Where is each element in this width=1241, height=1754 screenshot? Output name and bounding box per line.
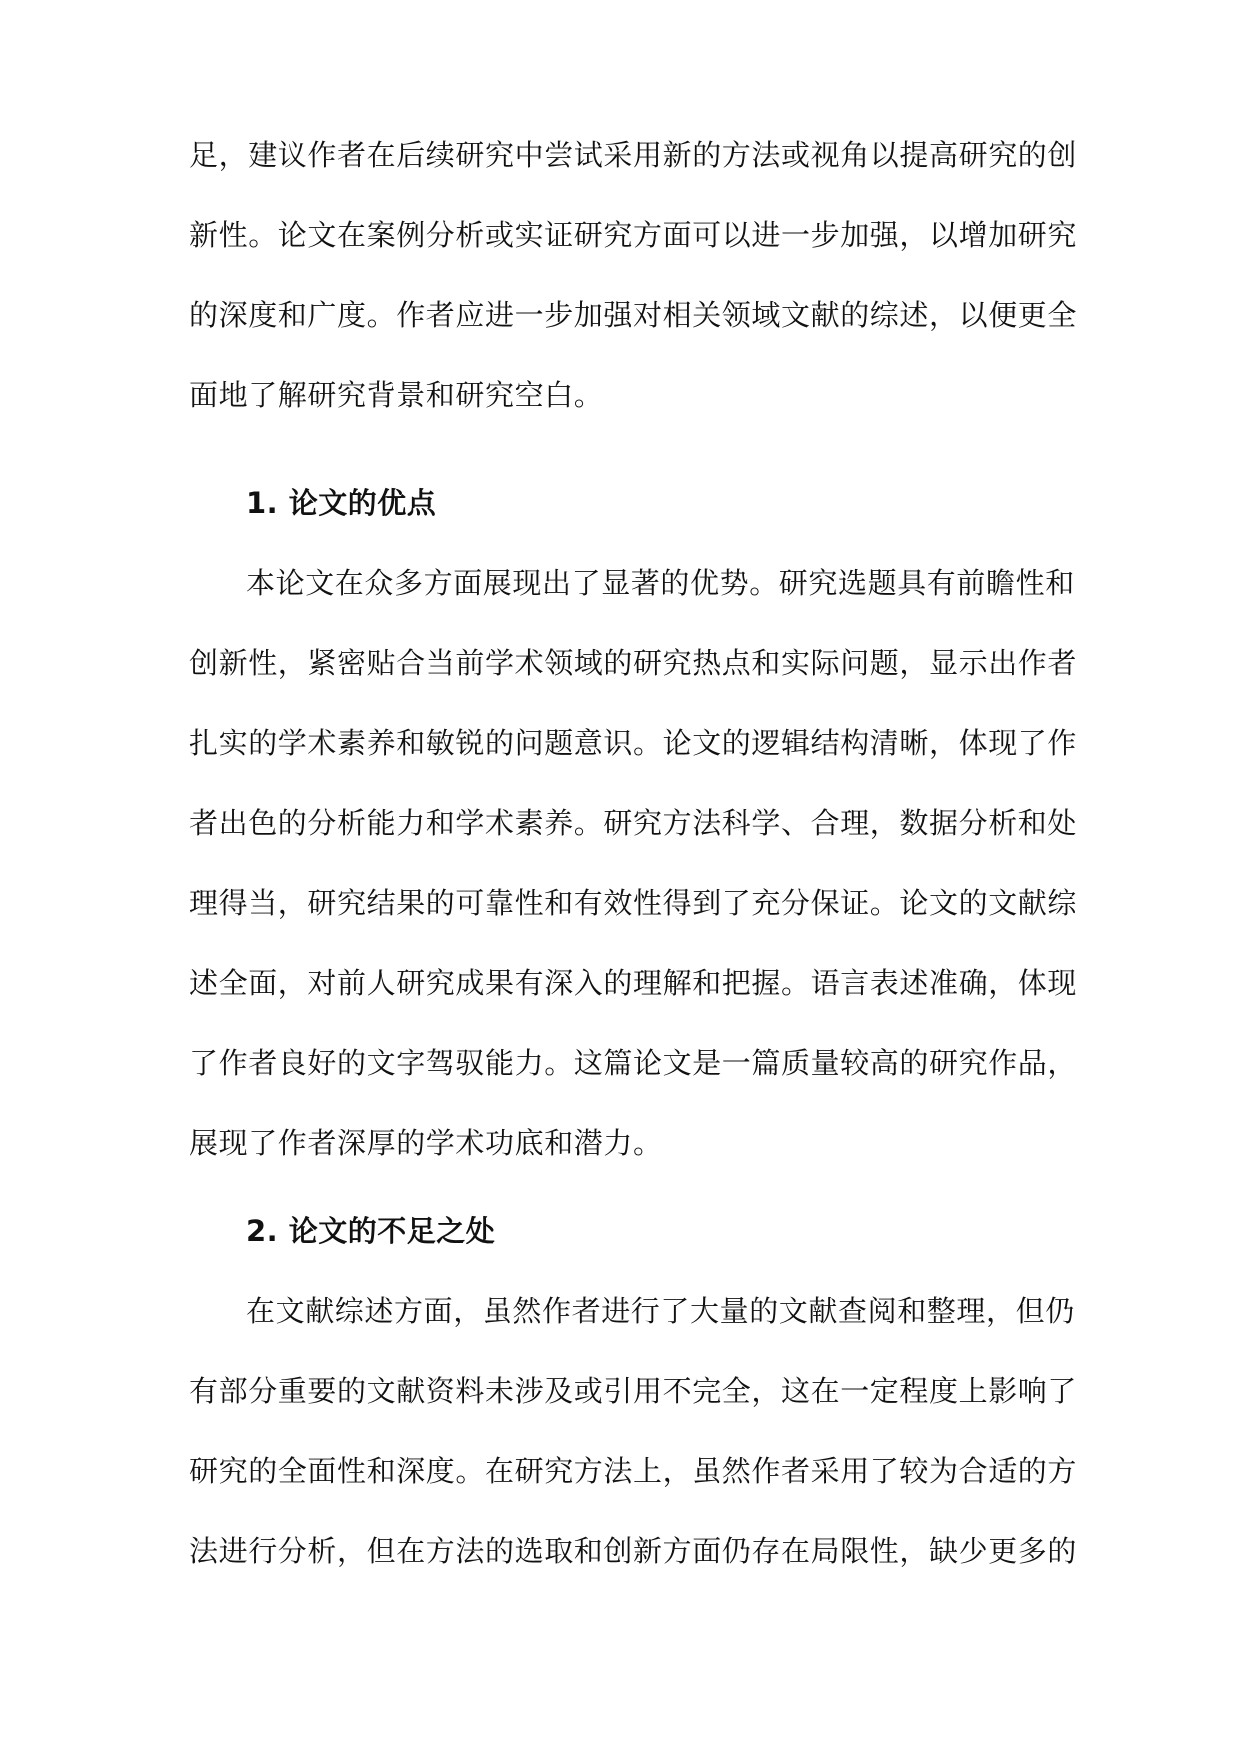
paragraph-line: 有部分重要的文献资料未涉及或引用不完全，这在一定程度上影响了 (189, 1374, 1078, 1408)
section-heading-weaknesses: 2. 论文的不足之处 (246, 1214, 496, 1248)
paragraph-line: 扎实的学术素养和敏锐的问题意识。论文的逻辑结构清晰，体现了作 (189, 726, 1078, 760)
paragraph-line: 展现了作者深厚的学术功底和潜力。 (189, 1126, 663, 1160)
paragraph-line: 在文献综述方面，虽然作者进行了大量的文献查阅和整理，但仍 (246, 1294, 1075, 1328)
paragraph-line: 的深度和广度。作者应进一步加强对相关领域文献的综述，以便更全 (189, 298, 1078, 332)
paragraph-line: 新性。论文在案例分析或实证研究方面可以进一步加强，以增加研究 (189, 218, 1078, 252)
paragraph-line: 足，建议作者在后续研究中尝试采用新的方法或视角以提高研究的创 (189, 138, 1078, 172)
paragraph-line: 创新性，紧密贴合当前学术领域的研究热点和实际问题，显示出作者 (189, 646, 1078, 680)
paragraph-line: 了作者良好的文字驾驭能力。这篇论文是一篇质量较高的研究作品， (189, 1046, 1078, 1080)
section-heading-strengths: 1. 论文的优点 (246, 486, 437, 520)
paragraph-line: 述全面，对前人研究成果有深入的理解和把握。语言表述准确，体现 (189, 966, 1078, 1000)
paragraph-line: 面地了解研究背景和研究空白。 (189, 378, 604, 412)
paragraph-line: 研究的全面性和深度。在研究方法上，虽然作者采用了较为合适的方 (189, 1454, 1078, 1488)
paragraph-line: 理得当，研究结果的可靠性和有效性得到了充分保证。论文的文献综 (189, 886, 1078, 920)
paragraph-line: 法进行分析，但在方法的选取和创新方面仍存在局限性，缺少更多的 (189, 1534, 1078, 1568)
paragraph-line: 本论文在众多方面展现出了显著的优势。研究选题具有前瞻性和 (246, 566, 1075, 600)
paragraph-line: 者出色的分析能力和学术素养。研究方法科学、合理，数据分析和处 (189, 806, 1078, 840)
